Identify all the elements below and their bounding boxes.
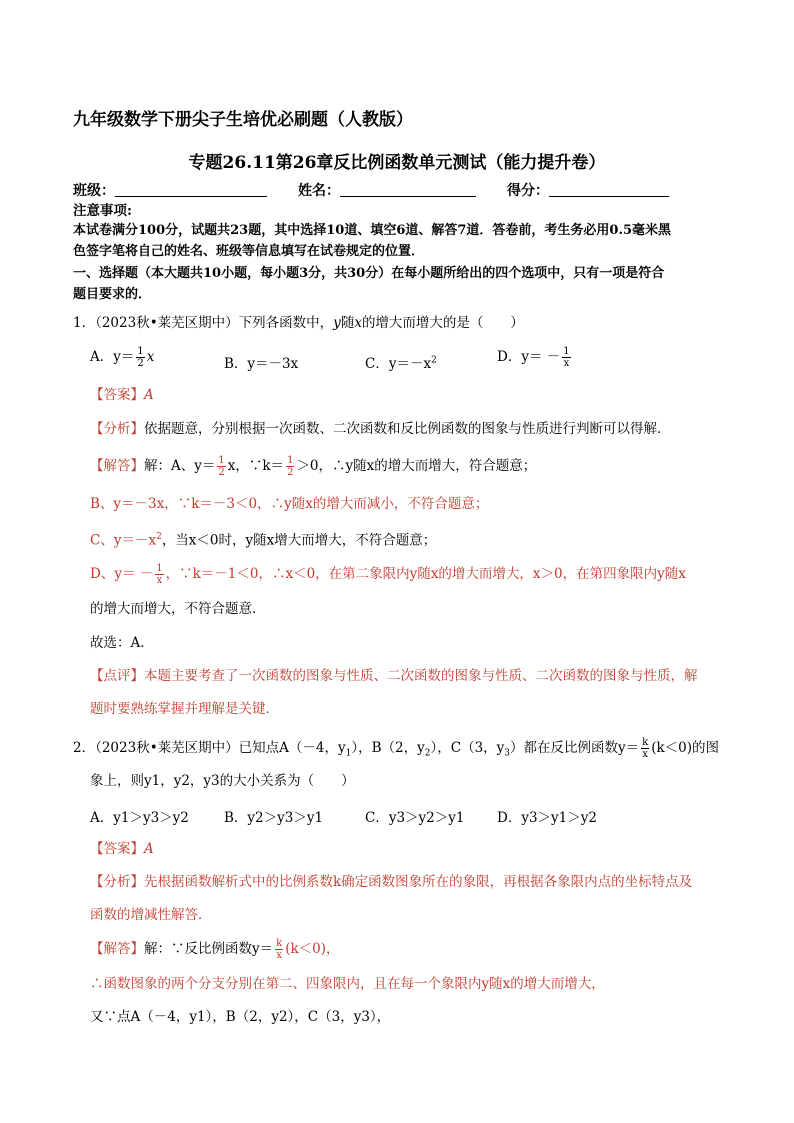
q1-option-b[interactable]: B．y＝－3x [224, 356, 299, 372]
class-label: 班级： [73, 183, 115, 199]
q1-answer: 【答案】A [90, 387, 154, 403]
q2-solution-line-3: 又∵点A（－4，y1），B（2，y2），C（3，y3）， [90, 1009, 391, 1025]
name-blank[interactable] [340, 182, 476, 197]
class-blank[interactable] [115, 182, 267, 197]
q1-stem: 1．（2023秋•莱芜区期中）下列各函数中，y随x的增大而增大的是（ ） [73, 315, 524, 331]
q2-stem-line-2: 象上，则y1，y2，y3的大小关系为（ ） [90, 773, 355, 789]
q1-comment-cont: 题时要熟练掌握并理解是关键． [90, 701, 279, 717]
q2-option-a[interactable]: A．y1＞y3＞y2 [90, 810, 189, 826]
name-label: 姓名： [298, 183, 340, 199]
q2-option-b[interactable]: B．y2＞y3＞y1 [224, 810, 324, 826]
q2-stem-line-1: 2．（2023秋•莱芜区期中）已知点A（－4，$y_1$），B（2，$y_2$），C（3，$y_3$）都在反比例函数y＝ $\frac{k}{x}$ (k＜0)的图 [73, 737, 720, 760]
q1-solution-c: C、$y=-x^2$，当x＜0时，y随x增大而增大，不符合题意； [90, 532, 437, 549]
page-title: 九年级数学下册尖子生培优必刷题（人教版） [73, 110, 413, 130]
class-field[interactable] [73, 180, 267, 200]
name-field[interactable] [298, 180, 476, 200]
notice-line-2: 色签字笔将自己的姓名、班级等信息填写在试卷规定的位置． [73, 244, 425, 259]
score-label: 得分： [507, 183, 549, 199]
q2-solution: 【解答】解：∵反比例函数y＝ $\frac{k}{x}$ (k＜0)， [90, 938, 340, 961]
q2-option-c[interactable]: C．y3＞y2＞y1 [365, 810, 465, 826]
notice-heading: 注意事项: [73, 203, 132, 219]
score-blank[interactable] [549, 182, 669, 197]
page-subtitle: 专题26.11第26章反比例函数单元测试（能力提升卷） [188, 153, 606, 173]
q2-analysis: 【分析】先根据函数解析式中的比例系数k确定函数图象所在的象限，再根据各象限内点的坐标特点及 [90, 874, 693, 890]
section-heading-line-1: 一、选择题（本大题共10小题，每小题3分，共30分）在每小题所给出的四个选项中，只有一项是符合 [73, 266, 665, 281]
section-heading-line-2: 题目要求的． [73, 287, 152, 302]
q1-option-c[interactable]: C．$y=-x^2$ [365, 355, 437, 372]
q2-solution-line-2: ∴函数图象的两个分支分别在第二、四象限内，且在每一个象限内y随x的增大而增大， [90, 976, 605, 992]
q1-solution-a: 【解答】解：A、y＝ $\frac{1}{2}$ x，∵k＝ $\frac{1}{2}$ ＞0，∴y随x的增大而增大，符合题意； [90, 455, 537, 478]
q2-answer: 【答案】A [90, 841, 154, 857]
q1-option-a[interactable]: A．y＝ $\frac{1}{2}$ x [90, 346, 155, 369]
q1-choose: 故选：A． [90, 635, 154, 651]
q1-analysis: 【分析】依据题意，分别根据一次函数、二次函数和反比例函数的图象与性质进行判断可以得解． [90, 421, 671, 437]
q1-comment: 【点评】本题主要考查了一次函数的图象与性质、二次函数的图象与性质、二次函数的图象与性质，解 [90, 668, 698, 684]
q2-option-d[interactable]: D．y3＞y1＞y2 [497, 810, 597, 826]
q2-analysis-cont: 函数的增减性解答． [90, 907, 212, 923]
q1-solution-d: D、y＝ － $\frac{1}{x}$ ，∵k＝－1＜0，∴x＜0，在第二象限内y随x的增大而增大，x＞0，在第四象限内y随x [90, 563, 686, 586]
score-field[interactable] [507, 180, 669, 200]
notice-line-1: 本试卷满分100分，试题共23题，其中选择10道、填空6道、解答7道．答卷前，考生务必用0.5毫米黑 [73, 223, 672, 238]
q1-solution-b: B、y＝－3x，∵k＝－3＜0，∴y随x的增大而减小，不符合题意； [90, 496, 489, 512]
q1-option-d[interactable]: D．y＝ － $\frac{1}{x}$ [497, 346, 570, 369]
q1-solution-d-cont: 的增大而增大，不符合题意． [90, 601, 266, 617]
